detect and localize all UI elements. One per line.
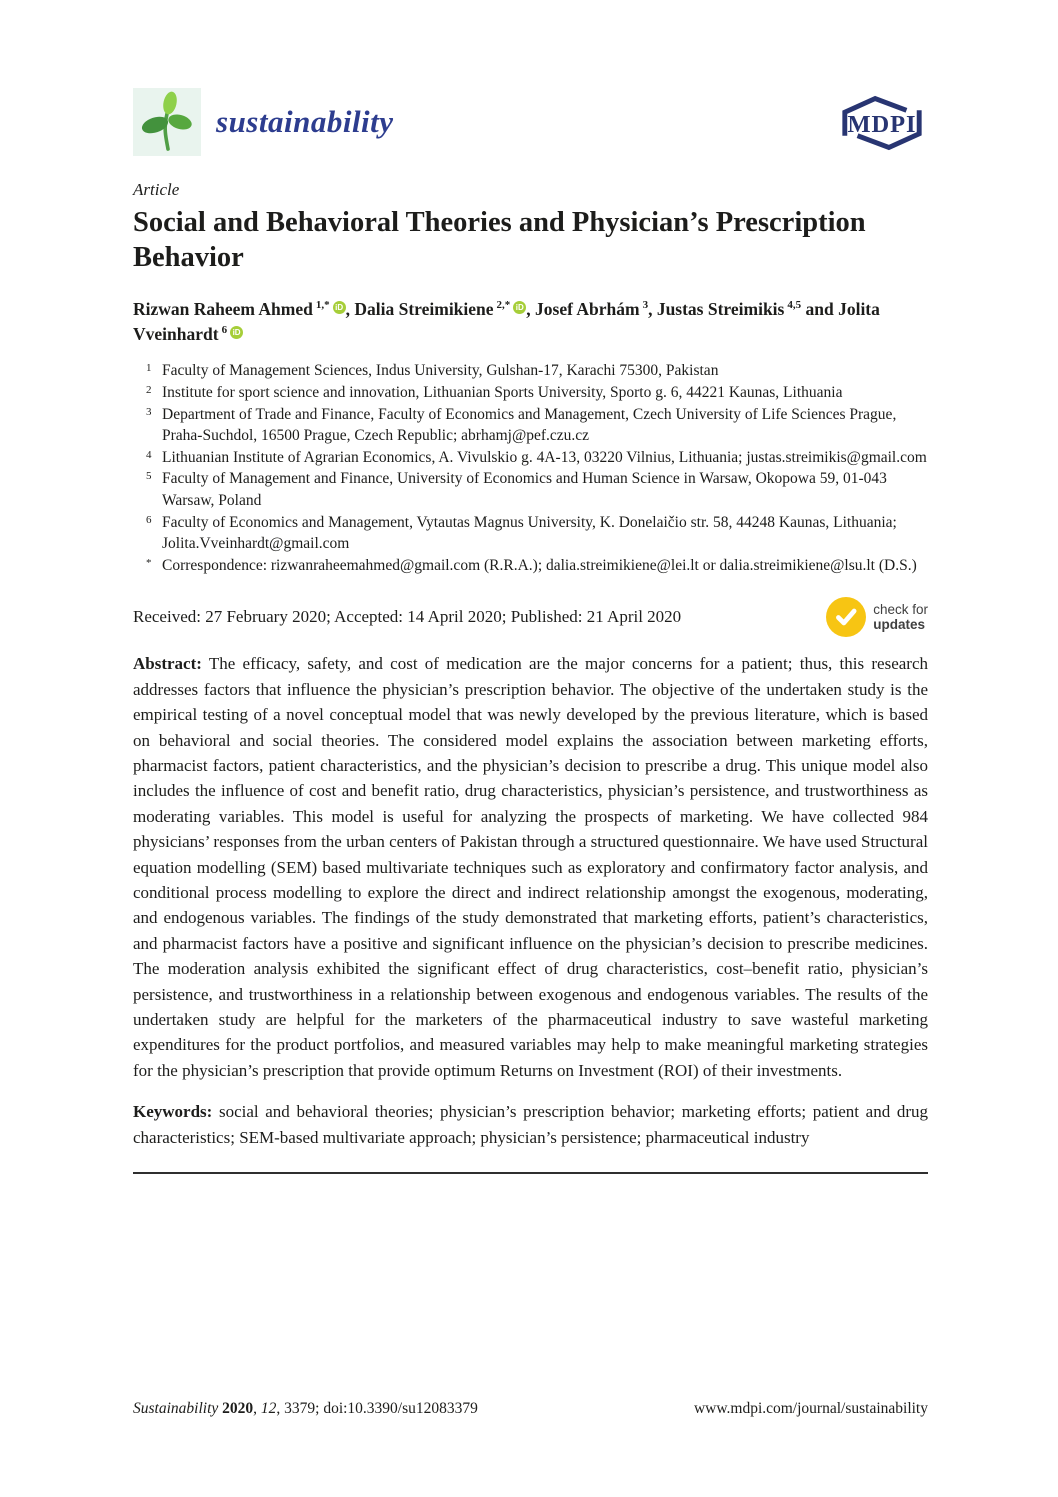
affiliation-text: Department of Trade and Finance, Faculty of Economics and Management, Czech University of Life Sciences Prague, Praha-Suchdol, 16500 Prague, Czech Republic; abrhamj@pef.czu.cz bbox=[162, 405, 897, 445]
page-title: Social and Behavioral Theories and Physician’s Prescription Behavior bbox=[133, 207, 866, 274]
affiliation-marker: 6 bbox=[146, 513, 152, 526]
dates-row bbox=[133, 594, 928, 640]
affiliation-text: Faculty of Management and Finance, University of Economics and Human Science in Warsaw, Okopowa 59, 01-043 Warsaw, Poland bbox=[162, 470, 887, 509]
orcid-icon[interactable]: iD bbox=[230, 326, 243, 339]
affiliation-marker: * bbox=[146, 556, 152, 569]
abstract-paragraph bbox=[133, 651, 928, 1083]
mdpi-logo-icon bbox=[836, 95, 928, 156]
affiliation-marker: 4 bbox=[146, 448, 152, 461]
article-type-label: Article bbox=[133, 180, 180, 199]
author: Josef Abrhám $^3$ bbox=[535, 298, 649, 319]
affiliation-row bbox=[133, 382, 928, 404]
affiliation-marker: 1 bbox=[146, 362, 152, 375]
affiliation-row bbox=[133, 404, 928, 447]
orcid-icon[interactable]: iD bbox=[513, 301, 526, 314]
keywords-label: Keywords: bbox=[133, 1102, 213, 1122]
footer-divider bbox=[133, 1172, 928, 1174]
affiliation-text: Faculty of Management Sciences, Indus University, Gulshan-17, Karachi 75300, Pakistan bbox=[162, 362, 719, 380]
affiliation-row bbox=[133, 468, 928, 511]
journal-url[interactable]: www.mdpi.com/journal/sustainability bbox=[693, 1400, 928, 1417]
affiliation-marker: 5 bbox=[146, 470, 152, 483]
check-for-updates-label: check for updates bbox=[873, 601, 928, 633]
affiliation-marker: 2 bbox=[146, 384, 152, 396]
keywords-text: social and behavioral theories; physician’s prescription behavior; marketing efforts; patient and drug characteristics; SEM-based multivariate approach; physician’s persistence; pharmaceutical industry bbox=[133, 1102, 928, 1147]
journal-header bbox=[133, 88, 928, 158]
sustainability-plant-icon bbox=[133, 88, 201, 156]
journal-name: sustainability bbox=[216, 104, 394, 139]
affiliation-row bbox=[133, 512, 928, 555]
author: Dalia Streimikiene $^{2,*}$ iD bbox=[354, 299, 526, 319]
affiliation-row bbox=[133, 447, 928, 469]
author: Rizwan Raheem Ahmed $^{1,*}$ iD bbox=[133, 299, 346, 319]
affiliation-row bbox=[133, 360, 928, 382]
check-for-updates-badge[interactable] bbox=[826, 597, 928, 637]
author: Justas Streimikis $^{4,5}$ bbox=[656, 298, 802, 319]
affiliation-text: Faculty of Economics and Management, Vytautas Magnus University, K. Donelaičio str. 58, 44248 Kaunas, Lithuania; Jolita.Vveinhardt@gmail.com bbox=[162, 513, 897, 553]
affiliation-text: Institute for sport science and innovation, Lithuanian Sports University, Sporto g. 6, 44221 Kaunas, Lithuania bbox=[162, 384, 843, 401]
orcid-icon[interactable]: iD bbox=[333, 301, 346, 314]
affiliation-row bbox=[133, 555, 928, 577]
affiliation-text: Correspondence: rizwanraheemahmed@gmail.com (R.R.A.); dalia.streimikiene@lei.lt or dalia.streimikiene@lsu.lt (D.S.) bbox=[162, 556, 917, 574]
abstract-text: The efficacy, safety, and cost of medication are the major concerns for a patient; thus, this research addresses factors that influence the physician’s prescription behavior. The objective of the undertaken study is the empirical testing of a novel conceptual model that was newly developed by the previous literature, which is based on behavioral and social theories. The considered model explains the association between marketing efforts, pharmacist factors, patient characteristics, and the physician’s decision to prescribe a drug. This unique model also includes the influence of cost and benefit ratio, drug characteristics, physician’s persistence, and trustworthiness as moderating variables. This model is useful for analyzing the prospects of marketing. We have collected 984 physicians’ responses from the urban centers of Pakistan through a structured questionnaire. We have used Structural equation modelling (SEM) based multivariate techniques such as exploratory and confirmatory factor analysis, and conditional process modelling to explore the direct and indirect relationship amongst the exogenous, moderating, and endogenous variables. The findings of the study demonstrated that marketing efforts, patient’s characteristics, and pharmacist factors have a positive and significant influence on the physician’s decision to prescribe medicines. The moderation analysis exhibited the significant effect of drug characteristics, cost–benefit ratio, physician’s persistence, and trustworthiness in a relationship between exogenous and endogenous variables. The results of the undertaken study are helpful for the marketers of the pharmaceutical industry to save wasteful marketing expenditures for the product portfolios, and measured variables may help to make meaningful marketing strategies for the physician’s prescription that provide optimum Returns on Investment (ROI) of their investments. bbox=[133, 654, 928, 1080]
page-footer bbox=[133, 1400, 928, 1418]
svg-text:MDPI: MDPI bbox=[847, 110, 917, 138]
affiliation-text: Lithuanian Institute of Agrarian Economics, A. Vivulskio g. 4A-13, 03220 Vilnius, Lithuania; justas.streimikis@gmail.com bbox=[162, 448, 927, 466]
received-accepted-published: Received: 27 February 2020; Accepted: 14 April 2020; Published: 21 April 2020 bbox=[133, 607, 682, 627]
affiliation-marker: 3 bbox=[146, 405, 152, 418]
author-list: Rizwan Raheem Ahmed $^{1,*}$ iD , Dalia Streimikiene $^{2,*}$ iD , Josef Abrhám $^3$, Justas Streimikis $^{4,5}$ and Jolita Vveinhardt $^6$ iD bbox=[133, 298, 880, 345]
keywords-paragraph bbox=[133, 1099, 928, 1150]
checkmark-icon bbox=[826, 597, 866, 637]
author: Jolita Vveinhardt $^6$ iD bbox=[133, 298, 880, 345]
abstract-label: Abstract: bbox=[133, 654, 202, 674]
journal-brand bbox=[133, 88, 394, 156]
affiliation-list bbox=[133, 360, 928, 576]
citation-line: Sustainability 2020, 12, 3379; doi:10.3390/su12083379 bbox=[133, 1400, 478, 1417]
